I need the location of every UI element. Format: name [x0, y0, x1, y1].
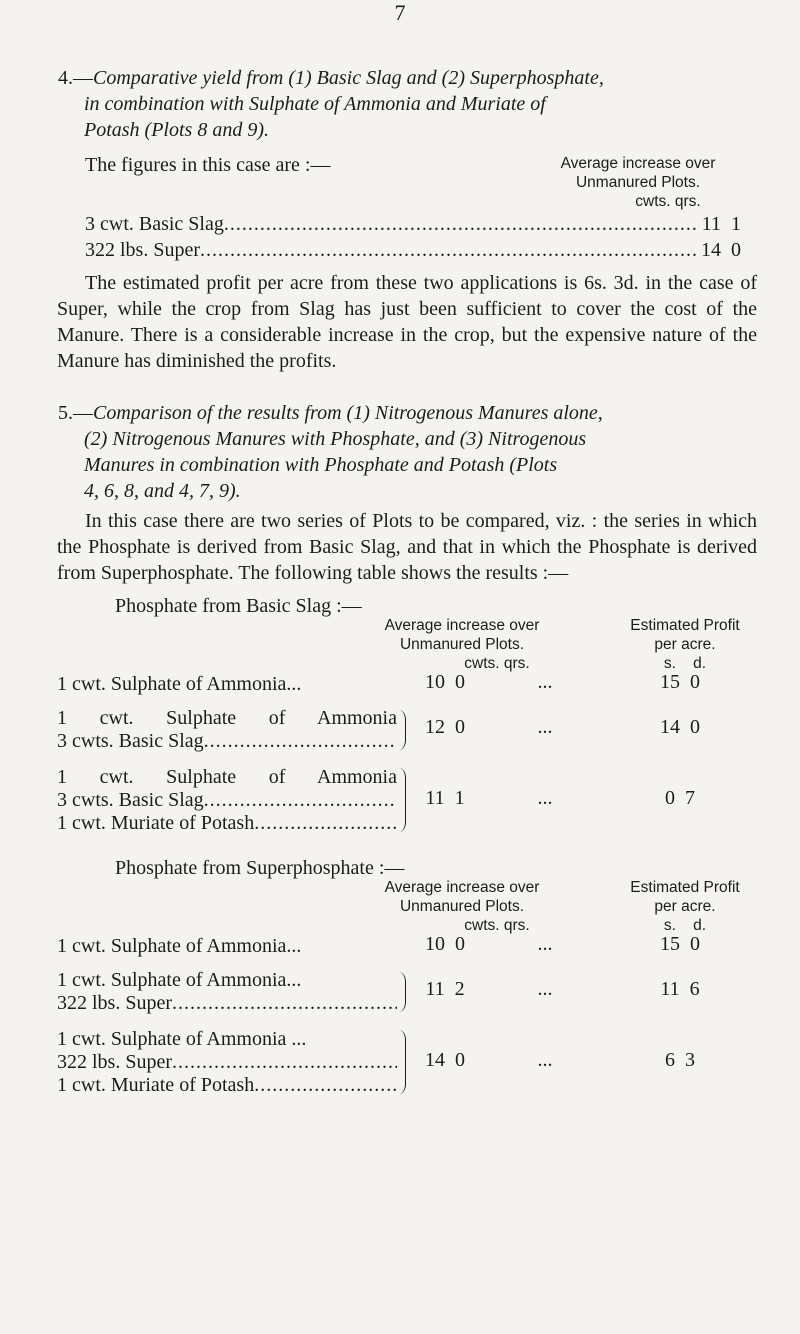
dot-leader: [204, 728, 397, 755]
table-row-increase: 10 0: [425, 671, 465, 693]
table-row-dots: ...: [537, 978, 553, 1000]
column-header-line: Estimated Profit: [630, 617, 740, 634]
column-header-line: Average increase over: [560, 155, 716, 172]
section-5-heading-line-2: (2) Nitrogenous Manures with Phosphate, and (3) Nitrogenous: [84, 428, 587, 450]
column-header-line: cwts. qrs.: [635, 193, 701, 210]
table-2-increase-header: [362, 878, 562, 935]
column-header-line: Average increase over: [384, 879, 540, 896]
section-5-number: 5.—: [58, 402, 93, 424]
section-5-heading-line-3: Manures in combination with Phosphate and Potash (Plots: [84, 454, 558, 476]
row-label: 3 cwt. Basic Slag: [85, 213, 224, 235]
dot-leader: [172, 990, 397, 1017]
table-1-profit-header: [610, 616, 760, 673]
table-row-brace: [398, 972, 406, 1012]
section-4-column-header: [538, 154, 738, 211]
section-4-paragraph: The estimated profit per acre from these two applications is 6s. 3d. in the case of Super, while the crop from Slag has just been sufficient to cover the cost of the Manure. There is a considerable increase in the crop, but the expensive nature of the Manure has diminished the profits.: [57, 272, 757, 372]
table-row-increase: 12 0: [425, 716, 465, 738]
table-row-dots: ...: [537, 671, 553, 693]
table-row-profit: 15 0: [660, 671, 700, 693]
section-4-row: [85, 213, 741, 236]
section-4-number: 4.—: [58, 67, 93, 89]
table-row-dots: ...: [537, 716, 553, 738]
table-row-brace: [398, 710, 406, 750]
dot-leader: [254, 810, 397, 837]
section-4-heading-line-1: Comparative yield from (1) Basic Slag and (2) Superphosphate,: [93, 67, 604, 89]
table-row-label: 1 cwt. Sulphate of Ammonia...: [57, 673, 302, 695]
table-row-dots: ...: [537, 787, 553, 809]
table-row-label: 1 cwt. Sulphate of Ammonia...: [57, 969, 302, 991]
dot-leader: [254, 1072, 397, 1099]
table-row-brace: [398, 1030, 406, 1094]
table-2-profit-header: [610, 878, 760, 935]
table-row-label: 1 cwt. Sulphate of Ammonia: [57, 766, 397, 788]
row-label: 322 lbs. Super: [57, 1051, 172, 1073]
table-row-profit: 11 6: [660, 978, 700, 1000]
section-5-heading: [58, 400, 778, 504]
column-header-line: Unmanured Plots.: [399, 898, 525, 915]
page-number: 7: [394, 0, 406, 25]
table-row-increase: 10 0: [425, 933, 465, 955]
table-row-profit: 15 0: [660, 933, 700, 955]
row-label: 3 cwts. Basic Slag: [57, 789, 204, 811]
table-row-label: [57, 990, 397, 1017]
section-5-paragraph: In this case there are two series of Plots to be compared, viz. : the series in which the Phosphate is derived from Basic Slag, and that in which the Phosphate is derived from Superphosphate. The following table shows the results :—: [57, 510, 757, 584]
section-4-intro: The figures in this case are :—: [85, 154, 331, 176]
column-header-line: cwts. qrs.: [464, 917, 530, 934]
table-row-brace: [398, 768, 406, 832]
section-4-row: [85, 239, 741, 262]
column-header-line: per acre.: [654, 636, 716, 653]
table-title-superphosphate: Phosphate from Superphosphate :—: [115, 857, 405, 879]
row-label: 322 lbs. Super: [57, 992, 172, 1014]
row-label: 322 lbs. Super: [85, 239, 200, 261]
table-row-dots: ...: [537, 933, 553, 955]
table-row-dots: ...: [537, 1049, 553, 1071]
table-row-label: 1 cwt. Sulphate of Ammonia: [57, 707, 397, 729]
section-4-heading-line-2: in combination with Sulphate of Ammonia and Muriate of: [84, 93, 546, 115]
row-value: 11 1: [701, 213, 741, 235]
column-header-line: s. d.: [663, 917, 707, 934]
section-4-heading: [58, 65, 778, 143]
row-label: 1 cwt. Muriate of Potash: [57, 1074, 255, 1096]
row-value: 14 0: [701, 239, 741, 261]
table-row-profit: 0 7: [665, 787, 695, 809]
dot-leader: [224, 213, 698, 236]
column-header-line: per acre.: [654, 898, 716, 915]
table-row-increase: 14 0: [425, 1049, 465, 1071]
table-row-label: [57, 1072, 397, 1099]
table-1-increase-header: [362, 616, 562, 673]
table-row-profit: 6 3: [665, 1049, 695, 1071]
table-row-increase: 11 1: [425, 787, 465, 809]
row-label: 1 cwt. Muriate of Potash: [57, 812, 255, 834]
column-header-line: Estimated Profit: [630, 879, 740, 896]
section-4-heading-line-3: Potash (Plots 8 and 9).: [84, 119, 269, 141]
table-row-label: 1 cwt. Sulphate of Ammonia...: [57, 935, 302, 957]
table-row-label: 1 cwt. Sulphate of Ammonia ...: [57, 1028, 307, 1050]
table-row-profit: 14 0: [660, 716, 700, 738]
section-5-heading-line-4: 4, 6, 8, and 4, 7, 9).: [84, 480, 241, 502]
column-header-line: Unmanured Plots.: [575, 174, 701, 191]
row-label: 3 cwts. Basic Slag: [57, 730, 204, 752]
dot-leader: [200, 239, 697, 262]
section-5-heading-line-1: Comparison of the results from (1) Nitrogenous Manures alone,: [93, 402, 603, 424]
table-row-label: [57, 728, 397, 755]
table-title-basic-slag: Phosphate from Basic Slag :—: [115, 595, 362, 617]
table-row-label: [57, 810, 397, 837]
column-header-line: Unmanured Plots.: [399, 636, 525, 653]
table-row-increase: 11 2: [425, 978, 465, 1000]
column-header-line: s. d.: [663, 655, 707, 672]
column-header-line: Average increase over: [384, 617, 540, 634]
column-header-line: cwts. qrs.: [464, 655, 530, 672]
